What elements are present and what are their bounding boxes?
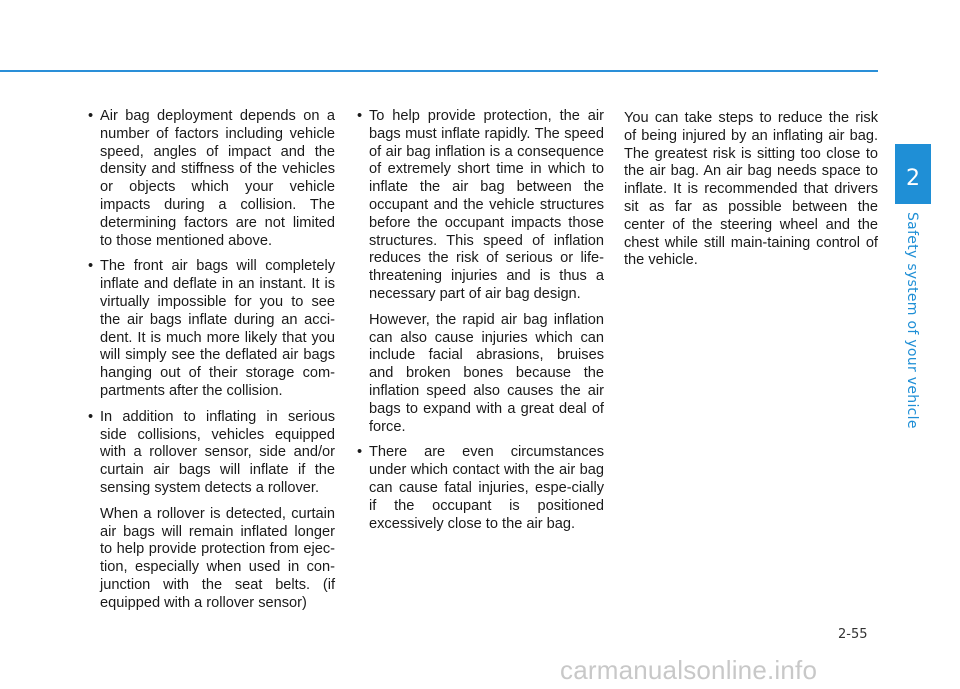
bullet-item (85, 409, 335, 498)
body-paragraph: You can take steps to reduce the risk of being injured by an inflating air bag. The greatest risk is sitting too close to the air bag. An air bag needs space to inflate. It is recommended that drivers sit as far as possible between the center of the steering wheel and the chest while still main-taining control of the vehicle. (624, 110, 878, 269)
bullet-item (85, 258, 335, 400)
column-1 (85, 108, 335, 621)
bullet-text: Air bag deployment depends on a number of factors including vehicle speed, angles of impact and the density and stiffness of the vehicles or objects which your vehicle impacts during a collision. The determining factors are not limited to those mentioned above. (100, 108, 335, 249)
bullet-dot: • (88, 108, 94, 124)
header-rule (0, 70, 878, 72)
chapter-number: 2 (906, 166, 920, 191)
bullet-item (354, 108, 604, 304)
page-number: 2-55 (838, 627, 868, 642)
bullet-continuation: However, the rapid air bag inflation can also cause injuries which can include facial abrasions, bruises and broken bones because the inflation speed also causes the air bags to expand with a great deal of force. (369, 311, 604, 435)
chapter-title-vertical (898, 212, 928, 429)
bullet-continuation: When a rollover is detected, curtain air bags will remain inflated longer to help provide protection from ejec-tion, especially when used in con-junction with the seat belts. (if equipped with a rollover sensor) (100, 505, 335, 611)
bullet-dot: • (357, 108, 363, 124)
chapter-title: Safety system of your vehicle (904, 212, 920, 429)
watermark: carmanualsonline.info (560, 655, 818, 685)
column-2 (354, 108, 604, 541)
bullet-text: To help provide protection, the air bags must inflate rapidly. The speed of air bag inflation is a consequence of extremely short time in which to inflate the air bag between the occupant and the vehicle structures before the occupant impacts those structures. This speed of inflation reduces the risk of serious or life-threatening injuries and is thus a necessary part of air bag design. (369, 108, 604, 302)
chapter-tab[interactable] (895, 144, 931, 204)
bullet-dot: • (357, 444, 363, 461)
bullet-item (354, 444, 604, 533)
column-3 (624, 110, 878, 270)
bullet-text: In addition to inflating in serious side collisions, vehicles equipped with a rollover sensor, side and/or curtain air bags will inflate if the sensing system detects a rollover. (100, 408, 335, 496)
bullet-text: There are even circumstances under which contact with the air bag can cause fatal injuries, espe-cially if the occupant is positioned excessively close to the air bag. (369, 444, 604, 532)
bullet-text: The front air bags will completely inflate and deflate in an instant. It is virtually impossible for you to see the air bags inflate during an acci-dent. It is much more likely that you will simply see the deflated air bags hanging out of their storage com-partments after the collision. (100, 258, 335, 399)
bullet-item (85, 108, 335, 250)
bullet-dot: • (88, 408, 94, 425)
bullet-dot: • (88, 258, 94, 275)
